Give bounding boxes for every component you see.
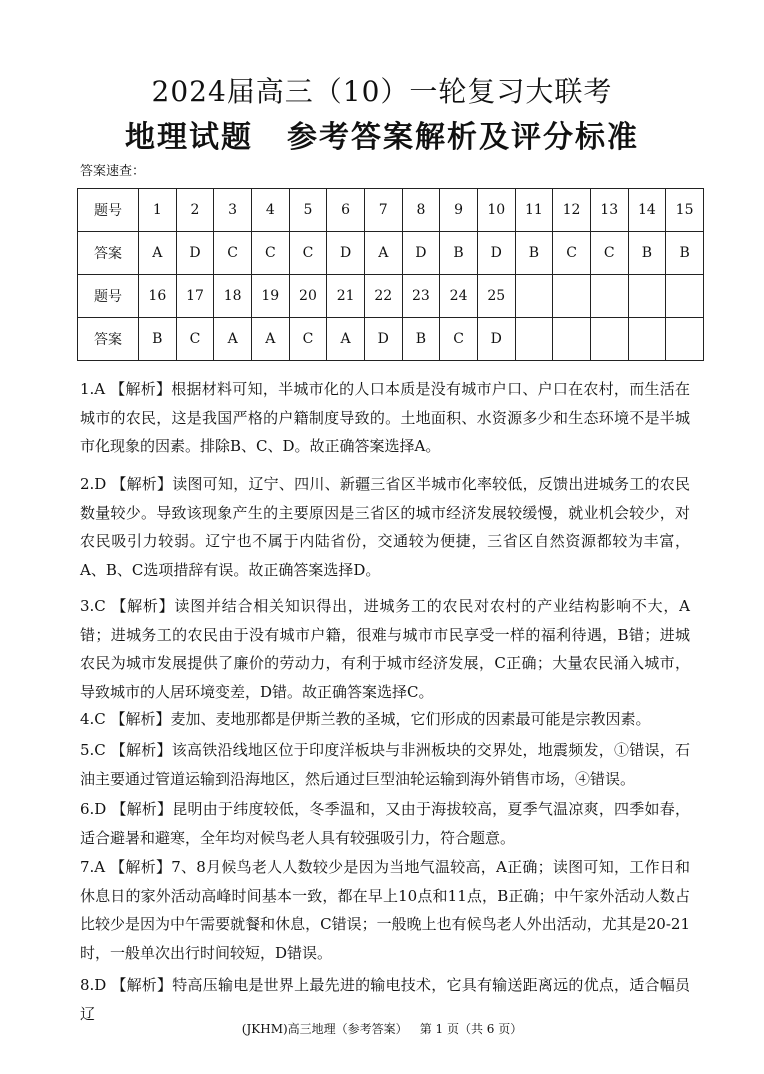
question-number: 22 [364, 275, 402, 318]
answer-cell: B [440, 232, 478, 275]
question-number: 11 [515, 189, 553, 232]
question-number: 2 [176, 189, 214, 232]
row-header: 题号 [78, 189, 139, 232]
question-number: 9 [440, 189, 478, 232]
answer-cell: C [289, 232, 327, 275]
row-header: 答案 [78, 232, 139, 275]
title-line-2 [0, 112, 764, 156]
answer-cell: B [139, 318, 177, 361]
question-number: 8 [402, 189, 440, 232]
question-number: 24 [440, 275, 478, 318]
answer-cell: D [477, 232, 515, 275]
title-line-1: 2024届高三（10）一轮复习大联考 [151, 75, 613, 108]
question-number: 15 [666, 189, 704, 232]
empty-cell [628, 318, 666, 361]
question-number: 17 [176, 275, 214, 318]
answer-cell: C [251, 232, 289, 275]
answer-cell: C [553, 232, 591, 275]
answer-row-2 [78, 318, 704, 361]
explanation-8: 8.D 【解析】特高压输电是世界上最先进的输电技术，它具有输送距离远的优点，适合幅员辽 [80, 976, 690, 1023]
quick-check-label: 答案速查： [80, 164, 146, 179]
answer-cell: A [251, 318, 289, 361]
question-number: 21 [327, 275, 365, 318]
question-number: 10 [477, 189, 515, 232]
empty-cell [553, 318, 591, 361]
answer-cell: B [402, 318, 440, 361]
empty-cell [553, 275, 591, 318]
footer-code: (JKHM)高三地理（参考答案） [241, 1022, 408, 1036]
answer-cell: C [590, 232, 628, 275]
empty-cell [666, 275, 704, 318]
question-number: 18 [214, 275, 252, 318]
answer-cell: C [440, 318, 478, 361]
answer-cell: B [666, 232, 704, 275]
number-row-2 [78, 275, 704, 318]
explanation-4: 4.C 【解析】麦加、麦地那都是伊斯兰教的圣城，它们形成的因素最可能是宗教因素。 [80, 710, 651, 728]
answer-cell: D [402, 232, 440, 275]
question-number: 1 [139, 189, 177, 232]
answer-key-title: 参考答案解析及评分标准 [287, 120, 639, 155]
answer-cell: A [327, 318, 365, 361]
answer-cell: B [628, 232, 666, 275]
question-number: 20 [289, 275, 327, 318]
answer-cell: B [515, 232, 553, 275]
question-number: 6 [327, 189, 365, 232]
footer-page-number: 第 1 页（共 6 页） [419, 1022, 523, 1036]
row-header: 题号 [78, 275, 139, 318]
empty-cell [515, 275, 553, 318]
empty-cell [590, 318, 628, 361]
empty-cell [628, 275, 666, 318]
question-number: 4 [251, 189, 289, 232]
row-header: 答案 [78, 318, 139, 361]
page-footer [0, 1020, 764, 1037]
explanation-3: 3.C 【解析】读图并结合相关知识得出，进城务工的农民对农村的产业结构影响不大，A错；进城务工的农民由于没有城市户籍，很难与城市市民享受一样的福利待遇，B错；进城农民为城市发展提供了廉价的劳动力，有利于城市经济发展，C正确；大量农民涌入城市，导致城市的人居环境变差，D错。故正确答案选择C。 [80, 597, 690, 701]
question-number: 13 [590, 189, 628, 232]
explanation-6: 6.D 【解析】昆明由于纬度较低，冬季温和，又由于海拔较高，夏季气温凉爽，四季如春，适合避暑和避寒，全年均对候鸟老人具有较强吸引力，符合题意。 [80, 800, 690, 847]
answer-cell: D [477, 318, 515, 361]
explanation-2: 2.D 【解析】读图可知，辽宁、四川、新疆三省区半城市化率较低，反馈出进城务工的农民数量较少。导致该现象产生的主要原因是三省区的城市经济发展较缓慢，就业机会较少，对农民吸引力较弱。辽宁也不属于内陆省份，交通较为便捷，三省区自然资源都较为丰富，A、B、C选项措辞有误。故正确答案选择D。 [80, 475, 690, 579]
answer-cell: A [214, 318, 252, 361]
question-number: 7 [364, 189, 402, 232]
empty-cell [666, 318, 704, 361]
answer-cell: C [214, 232, 252, 275]
answer-cell: A [139, 232, 177, 275]
explanation-1: 1.A 【解析】根据材料可知，半城市化的人口本质是没有城市户口、户口在农村，而生活在城市的农民，这是我国严格的户籍制度导致的。土地面积、水资源多少和生态环境不是半城市化现象的因素。排除B、C、D。故正确答案选择A。 [80, 380, 690, 455]
question-number: 14 [628, 189, 666, 232]
explanation-7: 7.A 【解析】7、8月候鸟老人人数较少是因为当地气温较高，A正确；读图可知，工作日和休息日的家外活动高峰时间基本一致，都在早上10点和11点，B正确；中午家外活动人数占比较少是因为中午需要就餐和休息，C错误；一般晚上也有候鸟老人外出活动，尤其是20-21时，一般单次出行时间较短，D错误。 [80, 858, 690, 962]
answer-cell: D [327, 232, 365, 275]
question-number: 3 [214, 189, 252, 232]
question-number: 25 [477, 275, 515, 318]
question-number: 12 [553, 189, 591, 232]
subject-title: 地理试题 [125, 120, 253, 155]
answer-table [77, 188, 704, 361]
question-number: 23 [402, 275, 440, 318]
question-number: 5 [289, 189, 327, 232]
answer-cell: A [364, 232, 402, 275]
question-number: 16 [139, 275, 177, 318]
empty-cell [590, 275, 628, 318]
answer-row-1 [78, 232, 704, 275]
question-number: 19 [251, 275, 289, 318]
answer-cell: C [176, 318, 214, 361]
empty-cell [515, 318, 553, 361]
answer-cell: C [289, 318, 327, 361]
answer-cell: D [364, 318, 402, 361]
answer-cell: D [176, 232, 214, 275]
number-row-1 [78, 189, 704, 232]
explanation-5: 5.C 【解析】该高铁沿线地区位于印度洋板块与非洲板块的交界处，地震频发，①错误，石油主要通过管道运输到沿海地区，然后通过巨型油轮运输到海外销售市场，④错误。 [80, 741, 690, 788]
